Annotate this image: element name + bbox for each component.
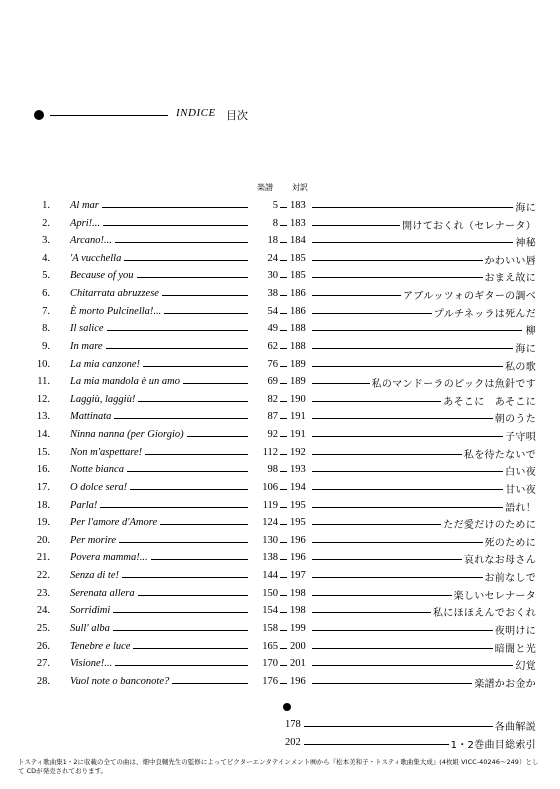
section-bullet [283, 703, 291, 711]
score-page: 165 [248, 641, 278, 652]
entry-title: Because of you [70, 270, 137, 281]
leader-line [312, 330, 522, 331]
translation-page: 194 [290, 482, 310, 493]
entry-title-japanese: お前なしで [483, 569, 537, 584]
translation-page: 186 [290, 288, 310, 299]
page-dash [280, 383, 287, 384]
page-dash [280, 559, 287, 560]
entry-title-japanese: 私の歌 [503, 358, 536, 373]
entry-number: 25. [36, 622, 50, 634]
toc-entry[interactable] [0, 286, 560, 302]
entry-title-japanese: 死のために [483, 534, 537, 549]
leader-line [312, 348, 522, 349]
entry-title-japanese: 柳 [524, 322, 536, 337]
entry-number: 4. [42, 252, 50, 264]
entry-title-japanese: 私を待たないで [462, 446, 536, 461]
score-page: 176 [248, 676, 278, 687]
entry-title-japanese: 楽譜かお金か [472, 675, 536, 690]
score-page: 49 [248, 323, 278, 334]
leader-line [312, 489, 522, 490]
entry-title-japanese: かわいい唇 [483, 252, 537, 267]
score-page: 170 [248, 658, 278, 669]
entry-title: Notte bianca [70, 464, 127, 475]
score-page: 124 [248, 517, 278, 528]
leader-line [312, 665, 522, 666]
entry-title: Senza di te! [70, 570, 122, 581]
page-dash [280, 630, 287, 631]
translation-page: 195 [290, 500, 310, 511]
entry-title: È morto Pulcinella!... [70, 306, 164, 317]
page-dash [280, 507, 287, 508]
toc-entry[interactable] [0, 586, 560, 602]
score-page: 138 [248, 552, 278, 563]
entry-number: 11. [37, 376, 50, 388]
toc-entry[interactable] [0, 639, 560, 655]
toc-entry[interactable] [0, 427, 560, 443]
score-page: 54 [248, 306, 278, 317]
entry-title-japanese: 楽しいセレナータ [452, 587, 536, 602]
page-dash [280, 524, 287, 525]
entry-title-japanese: 海に [513, 199, 536, 214]
footnote: トスティ歌曲集1・2に収載の全ての曲は、畑中良輔先生の監修によってビクターエンタテインメント㈱から『松本美和子・トスティ歌曲集大成』(4枚組 VICC-40246〜249）として CDが発売されております。 [18, 758, 539, 775]
page-dash [280, 489, 287, 490]
entry-number: 7. [42, 305, 50, 317]
score-page: 38 [248, 288, 278, 299]
entry-title-japanese: 朝のうた [493, 410, 536, 425]
translation-page: 183 [290, 200, 310, 211]
header-bullet [34, 110, 44, 120]
leader-line [312, 418, 522, 419]
extra-title-japanese: 各曲解説 [493, 718, 536, 733]
entry-number: 20. [36, 534, 50, 546]
entry-title-japanese: 白い夜 [503, 463, 536, 478]
entry-title: Per morire [70, 535, 119, 546]
entry-number: 5. [42, 270, 50, 282]
toc-entry[interactable] [0, 374, 560, 390]
entry-title-japanese: 子守唄 [503, 428, 536, 443]
translation-page: 196 [290, 676, 310, 687]
extra-page: 178 [285, 719, 304, 730]
leader-line [312, 471, 522, 472]
extra-title-japanese: 1・2巻曲目総索引 [449, 736, 536, 751]
page-dash [280, 366, 287, 367]
translation-page: 192 [290, 447, 310, 458]
score-page: 130 [248, 535, 278, 546]
entry-number: 3. [42, 235, 50, 247]
toc-entry[interactable] [0, 357, 560, 373]
entry-number: 26. [36, 640, 50, 652]
page-dash [280, 242, 287, 243]
entry-number: 10. [36, 358, 50, 370]
toc-entry[interactable] [0, 251, 560, 267]
entry-number: 6. [42, 288, 50, 300]
entry-number: 22. [36, 570, 50, 582]
toc-entry[interactable] [0, 498, 560, 514]
score-page: 106 [248, 482, 278, 493]
entry-number: 1. [42, 200, 50, 211]
entry-number: 12. [36, 393, 50, 405]
translation-page: 198 [290, 605, 310, 616]
leader-line [312, 242, 522, 243]
entry-number: 15. [36, 446, 50, 458]
toc-entry[interactable] [0, 515, 560, 531]
leader-line [312, 436, 522, 437]
toc-entry[interactable] [0, 339, 560, 355]
page-dash [280, 648, 287, 649]
page-dash [280, 348, 287, 349]
translation-page: 200 [290, 641, 310, 652]
toc-entry[interactable] [0, 621, 560, 637]
toc-entry[interactable] [0, 198, 560, 214]
score-page: 18 [248, 235, 278, 246]
page-title: INDICE [176, 107, 216, 119]
entry-title: O dolce sera! [70, 482, 130, 493]
score-page: 5 [248, 200, 278, 211]
leader-line [300, 726, 522, 727]
page-dash [280, 436, 287, 437]
page-dash [280, 577, 287, 578]
score-page: 62 [248, 341, 278, 352]
entry-number: 17. [36, 481, 50, 493]
toc-entry[interactable] [0, 321, 560, 337]
entry-title-japanese: ただ愛だけのために [441, 516, 536, 531]
column-header-score: 楽譜 [257, 183, 273, 192]
toc-entry[interactable] [0, 216, 560, 232]
entry-title: Serenata allera [70, 588, 138, 599]
page-dash [280, 401, 287, 402]
entry-title-japanese: 甘い夜 [503, 481, 536, 496]
toc-entry[interactable] [0, 409, 560, 425]
entry-title-japanese: 夜明けに [493, 622, 536, 637]
entry-title: Non m'aspettare! [70, 447, 145, 458]
score-page: 82 [248, 394, 278, 405]
entry-number: 27. [36, 658, 50, 670]
translation-page: 188 [290, 341, 310, 352]
entry-title: Mattinata [70, 411, 114, 422]
index-header [34, 106, 294, 126]
score-page: 92 [248, 429, 278, 440]
header-rule [50, 115, 168, 116]
toc-entry[interactable] [0, 392, 560, 408]
entry-title: Ninna nanna (per Giorgio) [70, 429, 187, 440]
score-page: 119 [248, 500, 278, 511]
entry-number: 23. [36, 587, 50, 599]
toc-entry[interactable] [0, 656, 560, 672]
page-dash [280, 595, 287, 596]
page-dash [280, 225, 287, 226]
toc-entry[interactable] [0, 268, 560, 284]
translation-page: 190 [290, 394, 310, 405]
toc-entry[interactable] [0, 533, 560, 549]
column-header-translation: 対訳 [292, 183, 308, 192]
toc-entry[interactable] [0, 674, 560, 690]
entry-title-japanese: プルチネッラは死んだ [432, 305, 536, 320]
entry-title-japanese: アブルッツォのギターの調べ [401, 287, 536, 302]
entry-title: Per l'amore d'Amore [70, 517, 160, 528]
toc-entry[interactable] [0, 445, 560, 461]
entry-number: 19. [36, 517, 50, 529]
translation-page: 191 [290, 429, 310, 440]
translation-page: 184 [290, 235, 310, 246]
entry-title-japanese: おまえ故に [483, 269, 537, 284]
translation-page: 199 [290, 623, 310, 634]
translation-page: 196 [290, 552, 310, 563]
page-dash [280, 471, 287, 472]
entry-title: Chitarrata abruzzese [70, 288, 162, 299]
entry-title: Sull' alba [70, 623, 113, 634]
toc-entry[interactable] [0, 233, 560, 249]
score-page: 150 [248, 588, 278, 599]
score-page: 87 [248, 411, 278, 422]
entry-title: In mare [70, 341, 106, 352]
entry-number: 21. [36, 552, 50, 564]
entry-title: La mia canzone! [70, 359, 143, 370]
entry-title: Vuol note o banconote? [70, 676, 172, 687]
page-dash [280, 418, 287, 419]
score-page: 112 [248, 447, 278, 458]
toc-entry[interactable] [0, 550, 560, 566]
entry-title: Laggiù, laggiù! [70, 394, 138, 405]
translation-page: 188 [290, 323, 310, 334]
entry-title-japanese: あそこに あそこに [441, 393, 536, 408]
page-dash [280, 313, 287, 314]
page-dash [280, 295, 287, 296]
score-page: 8 [248, 218, 278, 229]
entry-title: Parla! [70, 500, 100, 511]
leader-line [312, 207, 522, 208]
entry-title-japanese: 開けておくれ（セレナータ） [400, 217, 536, 232]
toc-entry[interactable] [0, 304, 560, 320]
extra-entry[interactable] [0, 735, 560, 751]
translation-page: 189 [290, 359, 310, 370]
entry-title: Al mar [70, 200, 102, 211]
entry-number: 18. [36, 499, 50, 511]
entry-number: 13. [36, 411, 50, 423]
translation-page: 189 [290, 376, 310, 387]
page-dash [280, 207, 287, 208]
entry-title: Tenebre e luce [70, 641, 133, 652]
entry-title-japanese: 私にほほえんでおくれ [431, 604, 536, 619]
score-page: 69 [248, 376, 278, 387]
translation-page: 196 [290, 535, 310, 546]
page-title-japanese: 目次 [226, 109, 248, 122]
page-dash [280, 260, 287, 261]
translation-page: 183 [290, 218, 310, 229]
leader-line [312, 507, 522, 508]
entry-number: 9. [42, 340, 50, 352]
score-page: 154 [248, 605, 278, 616]
toc-entry[interactable] [0, 568, 560, 584]
translation-page: 185 [290, 270, 310, 281]
entry-title-japanese: 暗闇と光 [493, 640, 536, 655]
extra-entry[interactable] [0, 717, 560, 733]
entry-title-japanese: 幻覚 [513, 657, 536, 672]
translation-page: 193 [290, 464, 310, 475]
score-page: 76 [248, 359, 278, 370]
translation-page: 191 [290, 411, 310, 422]
translation-page: 185 [290, 253, 310, 264]
entry-number: 28. [36, 675, 50, 687]
page-dash [280, 665, 287, 666]
entry-title-japanese: 神秘 [513, 234, 536, 249]
page-dash [280, 454, 287, 455]
entry-number: 24. [36, 605, 50, 617]
score-page: 98 [248, 464, 278, 475]
leader-line [312, 648, 522, 649]
entry-title-japanese: 私のマンドーラのピックは魚針です [370, 375, 536, 390]
page-dash [280, 612, 287, 613]
entry-number: 14. [36, 429, 50, 441]
toc-entry[interactable] [0, 462, 560, 478]
score-page: 158 [248, 623, 278, 634]
translation-page: 198 [290, 588, 310, 599]
entry-title: Povera mamma!... [70, 552, 151, 563]
entry-number: 2. [42, 217, 50, 229]
entry-title-japanese: 哀れなお母さん [462, 551, 536, 566]
page-dash [280, 330, 287, 331]
translation-page: 197 [290, 570, 310, 581]
entry-title-japanese: 語れ！ [503, 499, 536, 514]
score-page: 30 [248, 270, 278, 281]
translation-page: 201 [290, 658, 310, 669]
entry-title: Visione!... [70, 658, 115, 669]
page-dash [280, 277, 287, 278]
score-page: 144 [248, 570, 278, 581]
leader-line [312, 630, 522, 631]
entry-title: 'A vucchella [70, 253, 124, 264]
entry-title: La mia mandola è un amo [70, 376, 183, 387]
entry-title: Sorridimi [70, 605, 113, 616]
entry-title-japanese: 海に [513, 340, 536, 355]
page-dash [280, 542, 287, 543]
entry-number: 8. [42, 323, 50, 335]
score-page: 24 [248, 253, 278, 264]
page-dash [280, 683, 287, 684]
entry-title: Il salice [70, 323, 107, 334]
leader-line [312, 366, 522, 367]
translation-page: 186 [290, 306, 310, 317]
toc-entry[interactable] [0, 603, 560, 619]
translation-page: 195 [290, 517, 310, 528]
entry-title: Arcano!... [70, 235, 115, 246]
entry-number: 16. [36, 464, 50, 476]
extra-page: 202 [285, 737, 304, 748]
toc-entry[interactable] [0, 480, 560, 496]
entry-title: Apri!... [70, 218, 103, 229]
